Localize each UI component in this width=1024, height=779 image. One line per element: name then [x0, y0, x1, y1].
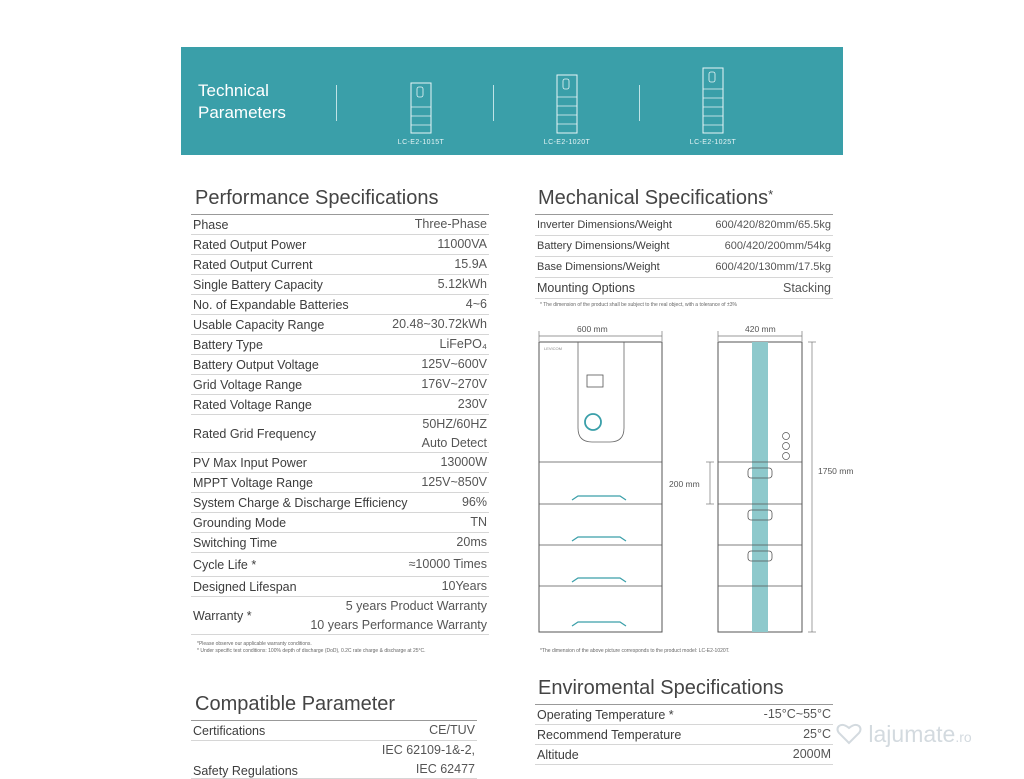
footnote: * The dimension of the product shall be subject to the real object, with a tolerance of ±3% [540, 302, 737, 308]
footnote: * Under specific test conditions: 100% depth of discharge (DoD), 0.2C rate charge & discharge at 25°C. [197, 648, 426, 654]
table-row: Rated Grid Frequency 50HZ/60HZ Auto Detect [191, 415, 489, 453]
model-1020t [527, 63, 607, 146]
mechanical-table [535, 214, 833, 299]
model-label: LC-E2-1020T [543, 139, 591, 146]
table-row: Cycle Life * ≈10000 Times [191, 553, 489, 577]
compatible-title: Compatible Parameter [195, 693, 396, 715]
banner-divider [493, 85, 494, 121]
total-height-label: 1750 mm [818, 466, 854, 476]
depth-label: 420 mm [745, 324, 776, 334]
table-row: Operating Temperature * -15°C~55°C [535, 705, 833, 725]
table-row: Grid Voltage Range 176V~270V [191, 375, 489, 395]
storage-unit-icon [700, 56, 726, 135]
front-view [539, 342, 662, 632]
environmental-title: Enviromental Specifications [538, 677, 784, 699]
table-row: Mounting Options Stacking [535, 278, 833, 299]
footnote: *Please observe our applicable warranty conditions. [197, 641, 312, 647]
unit-logo: LEVICOM [544, 346, 563, 351]
table-row: Phase Three-Phase [191, 215, 489, 235]
banner-divider [336, 85, 337, 121]
table-row: Certifications CE/TUV [191, 721, 477, 741]
heart-icon [836, 723, 862, 745]
storage-unit-icon [408, 71, 434, 135]
mechanical-title: Mechanical Specifications* [538, 187, 774, 209]
compatible-table [191, 720, 477, 779]
table-row: Safety Regulations IEC 62109-1&-2, IEC 62477 [193, 742, 475, 778]
table-row: PV Max Input Power 13000W [191, 453, 489, 473]
table-row: Single Battery Capacity 5.12kWh [191, 275, 489, 295]
module-height-label: 200 mm [669, 479, 700, 489]
model-1015t [381, 71, 461, 146]
header-banner [181, 47, 843, 155]
table-row: Grounding Mode TN [191, 513, 489, 533]
environmental-table [535, 704, 833, 765]
model-label: LC-E2-1015T [397, 139, 445, 146]
width-label: 600 mm [577, 324, 608, 334]
banner-divider [639, 85, 640, 121]
table-row: Base Dimensions/Weight 600/420/130mm/17.5kg [535, 257, 833, 278]
performance-table [191, 214, 489, 635]
table-row: Switching Time 20ms [191, 533, 489, 553]
table-row: No. of Expandable Batteries 4~6 [191, 295, 489, 315]
table-row: Altitude 2000M [535, 745, 833, 765]
table-row: Usable Capacity Range 20.48~30.72kWh [191, 315, 489, 335]
table-row: MPPT Voltage Range 125V~850V [191, 473, 489, 493]
table-row: System Charge & Discharge Efficiency 96% [191, 493, 489, 513]
table-row: Warranty * 5 years Product Warranty 10 years Performance Warranty [191, 597, 489, 635]
table-row: Rated Output Power 11000VA [191, 235, 489, 255]
table-row: Rated Voltage Range 230V [191, 395, 489, 415]
model-1025t [673, 56, 753, 146]
table-row: Battery Output Voltage 125V~600V [191, 355, 489, 375]
table-row: Inverter Dimensions/Weight 600/420/820mm/65.5kg [535, 215, 833, 236]
banner-title: Technical Parameters [198, 81, 286, 122]
storage-unit-icon [554, 63, 580, 135]
performance-title: Performance Specifications [195, 187, 439, 209]
table-row: Recommend Temperature 25°C [535, 725, 833, 745]
model-label: LC-E2-1025T [689, 139, 737, 146]
footnote: *The dimension of the above picture corresponds to the product model: LC-E2-1020T. [540, 648, 730, 654]
watermark: lajumate.ro [836, 721, 972, 748]
table-row: Rated Output Current 15.9A [191, 255, 489, 275]
table-row: Battery Type LiFePO₄ [191, 335, 489, 355]
table-row: Designed Lifespan 10Years [191, 577, 489, 597]
table-row: Battery Dimensions/Weight 600/420/200mm/54kg [535, 236, 833, 257]
accent-stripe [752, 342, 768, 632]
